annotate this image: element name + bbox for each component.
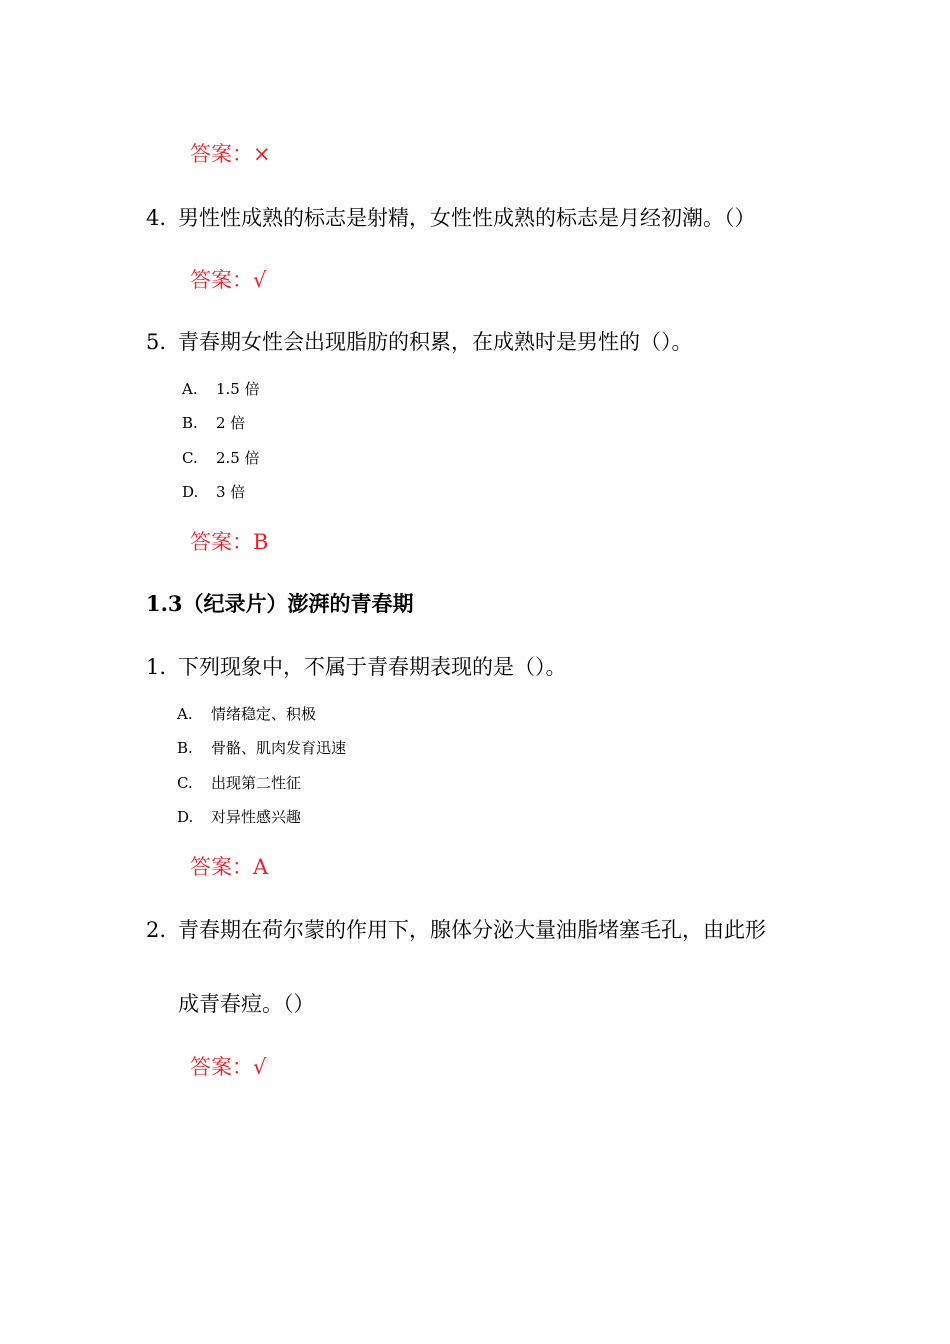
answer-q5: 答案：B [190,530,269,554]
option-letter: B. [177,739,193,757]
option-text: 1.5 倍 [216,380,260,398]
question-number: 4. [146,206,167,230]
option-text: 2.5 倍 [216,449,260,467]
section-title: 1.3（纪录片）澎湃的青春期 [146,591,414,616]
option-letter: D. [182,483,199,501]
question-text: 青春期在荷尔蒙的作用下，腺体分泌大量油脂堵塞毛孔，由此形 [178,918,766,942]
question-5 [146,326,693,356]
option-letter: A. [182,380,198,398]
option-letter: C. [177,774,193,792]
section-question-1 [146,651,567,681]
option-text: 2 倍 [216,414,246,432]
answer-section-q1: 答案：A [190,855,269,879]
option-a [177,703,316,724]
question-text: 下列现象中，不属于青春期表现的是（）。 [178,655,567,679]
option-text: 出现第二性征 [211,774,302,792]
question-text: 男性性成熟的标志是射精，女性性成熟的标志是月经初潮。（） [178,206,756,230]
answer-q4: 答案：√ [190,268,267,292]
answer-section-q2: 答案：√ [190,1055,267,1079]
answer-q3: 答案：× [190,142,271,166]
question-number: 1. [146,655,167,679]
option-letter: C. [182,449,198,467]
option-b [177,737,346,758]
question-text: 青春期女性会出现脂肪的积累，在成熟时是男性的（）。 [178,330,693,354]
option-letter: B. [182,414,198,432]
section-question-2 [146,914,766,944]
option-text: 骨骼、肌肉发育迅速 [211,739,347,757]
question-number: 5. [146,330,167,354]
option-a [182,378,260,399]
option-text: 3 倍 [216,483,246,501]
option-c [177,772,301,793]
option-letter: D. [177,808,194,826]
question-text-continued: 成青春痘。（） [178,992,315,1016]
option-b [182,412,245,433]
option-text: 情绪稳定、积极 [211,705,317,723]
option-d [177,806,301,827]
option-c [182,447,260,468]
question-number: 2. [146,918,167,942]
option-letter: A. [177,705,193,723]
option-d [182,481,245,502]
option-text: 对异性感兴趣 [211,808,302,826]
question-4 [146,202,756,232]
